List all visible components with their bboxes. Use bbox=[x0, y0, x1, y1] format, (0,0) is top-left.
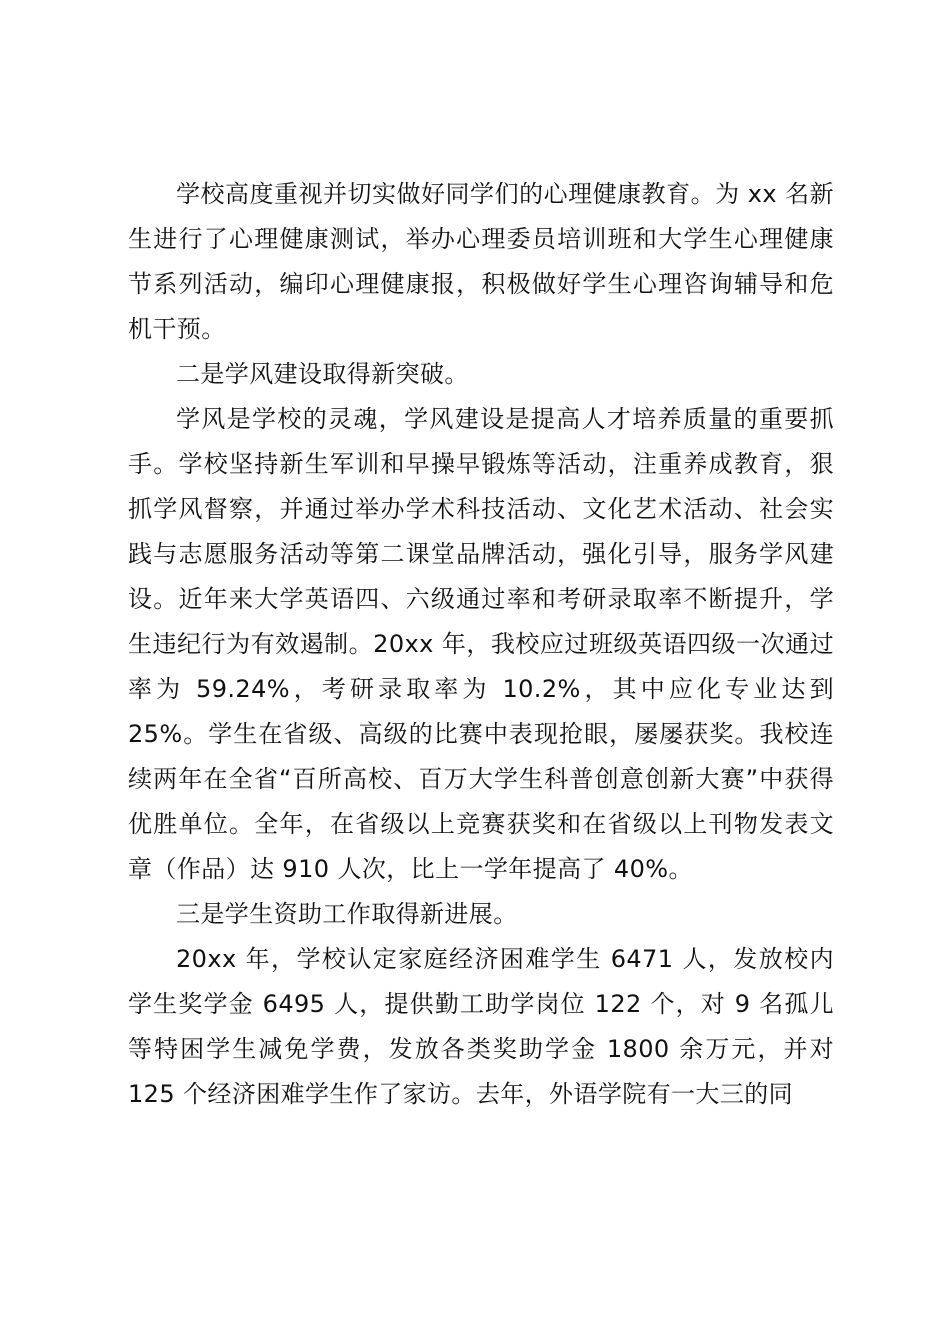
paragraph-financial-aid: 20xx 年，学校认定家庭经济困难学生 6471 人，发放校内学生奖学金 6495 人，提供勤工助学岗位 122 个，对 9 名孤儿等特困学生减免学费，发放各类奖助学金 1800 余万元，并对 125 个经济困难学生作了家访。去年，外语学院有一大三的同 bbox=[128, 945, 834, 1108]
paragraph-study-style: 学风是学校的灵魂，学风建设是提高人才培养质量的重要抓手。学校坚持新生军训和早操早锻炼等活动，注重养成教育，狠抓学风督察，并通过举办学术科技活动、文化艺术活动、社会实践与志愿服务活动等第二课堂品牌活动，强化引导，服务学风建设。近年来大学英语四、六级通过率和考研录取率不断提升，学生违纪行为有效遏制。20xx 年，我校应过班级英语四级一次通过率为 59.24%，考研录取率为 10.2%，其中应化专业达到 25%。学生在省级、高级的比赛中表现抢眼，屡屡获奖。我校连续两年在全省“百所高校、百万大学生科普创意创新大赛”中获得优胜单位。全年，在省级以上竞赛获奖和在省级以上刊物发表文章（作品）达 910 人次，比上一学年提高了 40%。 bbox=[128, 405, 834, 883]
document-page bbox=[128, 172, 834, 1117]
heading-financial-aid: 三是学生资助工作取得新进展。 bbox=[176, 900, 518, 928]
heading-study-style: 二是学风建设取得新突破。 bbox=[176, 360, 469, 388]
paragraph-mental-health: 学校高度重视并切实做好同学们的心理健康教育。为 xx 名新生进行了心理健康测试，举办心理委员培训班和大学生心理健康节系列活动，编印心理健康报，积极做好学生心理咨询辅导和危机干预。 bbox=[128, 180, 834, 343]
